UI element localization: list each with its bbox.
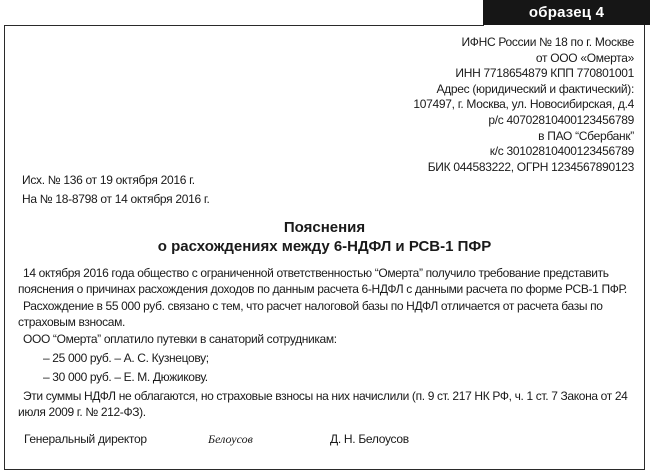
addressee-line: ИНН 7718654879 КПП 770801001 [455, 66, 634, 81]
addressee-line: БИК 044583222, ОГРН 1234567890123 [427, 159, 634, 174]
addressee-line: 107497, г. Москва, ул. Новосибирская, д.4 [413, 97, 634, 112]
addressee-block [413, 35, 634, 175]
sample-label: образец 4 [483, 0, 650, 25]
addressee-line: от ООО «Омерта» [535, 50, 634, 65]
incoming-reference: На № 18-8798 от 14 октября 2016 г. [22, 192, 210, 206]
paragraph-conclusion: Эти суммы НДФЛ не облагаются, но страховые взносы на них начислили (п. 9 ст. 217 НК РФ, ч. 1 ст. 7 Закона от 24 июля 2009 г. № 212-ФЗ). [18, 389, 628, 419]
title-line-2: о расхождениях между 6-НДФЛ и РСВ-1 ПФР [157, 238, 492, 255]
addressee-line: р/с 40702810400123456789 [488, 112, 634, 127]
list-item: – 30 000 руб. – Е. М. Дюжикову. [43, 370, 208, 384]
handwritten-signature: Белоусов [208, 432, 253, 446]
title-line-1: Пояснения [283, 219, 366, 236]
addressee-line: в ПАО “Сбербанк” [538, 128, 634, 143]
addressee-line: Адрес (юридический и фактический): [436, 81, 634, 96]
list-item: – 25 000 руб. – А. С. Кузнецову; [43, 351, 209, 365]
addressee-line: к/с 30102810400123456789 [489, 144, 634, 159]
paragraph-vouchers: ООО “Омерта” оплатило путевки в санаторий сотрудникам: [23, 332, 337, 346]
paragraph-request: 14 октября 2016 года общество с ограниченной ответственностью “Омерта” получило требование представить пояснения о причинах расхождения доходов по данным расчета 6-НДФЛ с данными расчета по форме РСВ-1 ПФР. [18, 266, 627, 296]
document-body [18, 265, 634, 421]
document-title [5, 218, 644, 256]
signatory-name: Д. Н. Белоусов [330, 432, 409, 446]
document-frame [4, 25, 645, 470]
addressee-line: ИФНС России № 18 по г. Москве [461, 35, 634, 49]
outgoing-reference: Исх. № 136 от 19 октября 2016 г. [22, 173, 195, 187]
signature-row [5, 429, 644, 449]
signatory-position: Генеральный директор [24, 432, 147, 446]
paragraph-difference: Расхождение в 55 000 руб. связано с тем, что расчет налоговой базы по НДФЛ отличается от расчета базы по страховым взносам. [18, 299, 603, 329]
reference-block [22, 171, 210, 209]
